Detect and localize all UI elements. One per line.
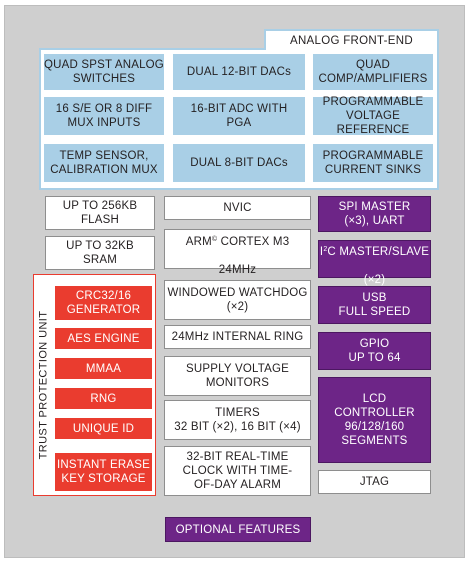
core-timers-block: TIMERS 32 BIT (×2), 16 BIT (×4) [164,400,311,440]
cpu-core-text: CORTEX M3 [217,236,290,248]
trust-protection-unit-label-wrap [34,274,52,496]
analog-block-programmable-voltage-reference: PROGRAMMABLE VOLTAGE REFERENCE [313,97,433,135]
tpu-block-mmaa: MMAA [55,358,152,379]
tpu-block-crc-generator: CRC32/16 GENERATOR [55,286,152,320]
tpu-block-unique-id: UNIQUE ID [55,418,152,439]
trust-protection-unit-label: TRUST PROTECTION UNIT [37,310,50,460]
memory-flash-block: UP TO 256KB FLASH [45,196,155,230]
legend-optional-features: OPTIONAL FEATURES [165,517,311,542]
memory-sram-block: UP TO 32KB SRAM [45,236,155,270]
i2c-superscript: 2 [323,246,328,253]
analog-block-dual-12bit-dacs: DUAL 12-BIT DACs [173,54,305,90]
core-cpu-block [164,229,311,276]
analog-block-quad-comp-amplifiers: QUAD COMP/AMPLIFIERS [313,54,433,90]
tpu-block-instant-erase-key-storage: INSTANT ERASE KEY STORAGE [55,453,152,491]
i2c-suffix-text: C MASTER/SLAVE [327,246,430,258]
analog-block-quad-spst-switches: QUAD SPST ANALOG SWITCHES [44,54,164,90]
cpu-name-text: ARM [185,236,212,248]
peripheral-spi-uart-block: SPI MASTER (×3), UART [318,196,431,232]
i2c-prefix-text: I [319,246,324,258]
analog-block-mux-inputs: 16 S/E OR 8 DIFF MUX INPUTS [44,97,164,135]
tpu-block-aes-engine: AES ENGINE [55,328,152,349]
core-rtc-block: 32-BIT REAL-TIME CLOCK WITH TIME- OF-DAY ALARM [164,446,311,496]
peripheral-usb-block: USB FULL SPEED [318,286,431,324]
analog-block-dual-8bit-dacs: DUAL 8-BIT DACs [173,144,305,182]
cpu-copyright-mark: © [211,236,218,243]
analog-block-temp-sensor: TEMP SENSOR, CALIBRATION MUX [44,144,164,182]
analog-block-programmable-current-sinks: PROGRAMMABLE CURRENT SINKS [313,144,433,182]
analog-block-16bit-adc: 16-BIT ADC WITH PGA [173,97,305,135]
core-supply-monitor-block: SUPPLY VOLTAGE MONITORS [164,356,311,396]
tpu-block-rng: RNG [55,388,152,409]
cpu-frequency-text: 24MHz [218,264,257,276]
peripheral-i2c-block [318,240,431,286]
core-nvic-block: NVIC [164,196,311,220]
i2c-count-text: (×2) [363,274,386,286]
core-watchdog-block: WINDOWED WATCHDOG (×2) [164,280,311,320]
peripheral-jtag-block: JTAG [318,470,431,494]
peripheral-lcd-controller-block: LCD CONTROLLER 96/128/160 SEGMENTS [318,377,431,463]
peripheral-gpio-block: GPIO UP TO 64 [318,332,431,370]
analog-front-end-title: ANALOG FRONT-END [264,29,439,50]
core-internal-ring-block: 24MHz INTERNAL RING [164,325,311,349]
